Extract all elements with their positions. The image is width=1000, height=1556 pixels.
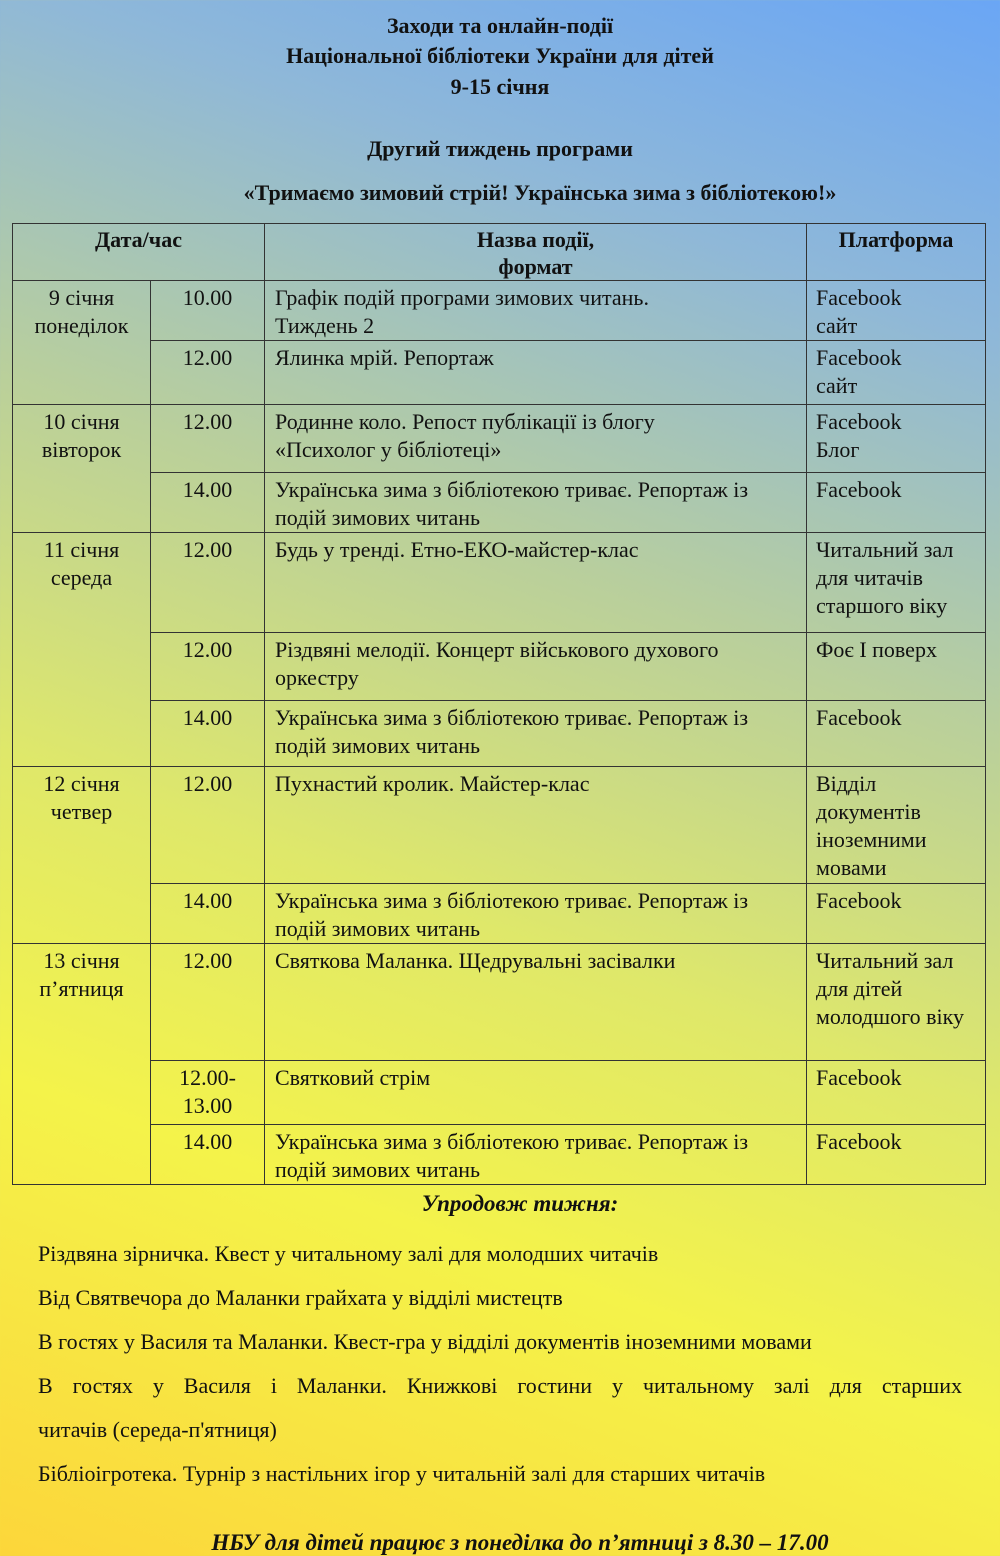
header-platform: Платформа	[807, 224, 986, 281]
week-item: Різдвяна зірничка. Квест у читальному залі для молодших читачів	[38, 1241, 659, 1266]
schedule-table	[12, 223, 986, 1185]
opening-hours-footer: НБУ для дітей працює з понеділка до п’ятниці з 8.30 – 17.00	[211, 1530, 829, 1555]
platform-cell: Відділ документів іноземними мовами	[807, 767, 986, 884]
table-row	[13, 405, 986, 473]
platform-cell: Facebook сайт	[807, 281, 986, 341]
day-cell: 13 січня п’ятниця	[13, 944, 151, 1185]
event-name-cell: Українська зима з бібліотекою триває. Репортаж із подій зимових читань	[265, 701, 807, 767]
time-cell: 12.00- 13.00	[151, 1061, 265, 1125]
time-cell: 12.00	[151, 341, 265, 405]
table-row	[13, 633, 986, 701]
platform-cell: Facebook	[807, 473, 986, 533]
table-row	[13, 944, 986, 1061]
title-dates: 9-15 січня	[450, 74, 550, 99]
program-title: «Тримаємо зимовий стрій! Українська зима з бібліотекою!»	[243, 180, 837, 205]
time-cell: 14.00	[151, 1125, 265, 1185]
platform-cell: Facebook сайт	[807, 341, 986, 405]
table-row	[13, 1061, 986, 1125]
week-item: Від Святвечора до Маланки грайхата у відділі мистецтв	[38, 1285, 563, 1310]
table-row	[13, 533, 986, 633]
time-cell: 14.00	[151, 701, 265, 767]
time-cell: 12.00	[151, 944, 265, 1061]
time-cell: 12.00	[151, 633, 265, 701]
day-cell: 9 січня понеділок	[13, 281, 151, 405]
table-row	[13, 281, 986, 341]
event-name-cell: Будь у тренді. Етно-ЕКО-майстер-клас	[265, 533, 807, 633]
week-item: В гостях у Василя і Маланки. Книжкові гостини у читальному залі для старших	[38, 1373, 962, 1398]
event-name-cell: Різдвяні мелодії. Концерт військового духового оркестру	[265, 633, 807, 701]
time-cell: 12.00	[151, 767, 265, 884]
table-row	[13, 341, 986, 405]
event-name-cell: Графік подій програми зимових читань. Тиждень 2	[265, 281, 807, 341]
table-row	[13, 701, 986, 767]
day-cell: 11 січня середа	[13, 533, 151, 767]
platform-cell: Facebook Блог	[807, 405, 986, 473]
event-name-cell: Святкова Маланка. Щедрувальні засівалки	[265, 944, 807, 1061]
day-cell: 10 січня вівторок	[13, 405, 151, 533]
header-event: Назва події, формат	[265, 224, 807, 281]
platform-cell: Facebook	[807, 701, 986, 767]
week-item: В гостях у Василя та Маланки. Квест-гра у відділі документів іноземними мовами	[38, 1329, 812, 1354]
time-cell: 12.00	[151, 405, 265, 473]
platform-cell: Читальний зал для дітей молодшого віку	[807, 944, 986, 1061]
event-name-cell: Українська зима з бібліотекою триває. Репортаж із подій зимових читань	[265, 884, 807, 944]
table-row	[13, 884, 986, 944]
week-heading: Упродовж тижня:	[421, 1191, 619, 1216]
time-cell: 14.00	[151, 884, 265, 944]
event-name-cell: Святковий стрім	[265, 1061, 807, 1125]
time-cell: 10.00	[151, 281, 265, 341]
week-item: читачів (середа-п'ятниця)	[38, 1417, 277, 1442]
table-row	[13, 767, 986, 884]
title-line-2: Національної бібліотеки України для дітей	[286, 43, 714, 68]
platform-cell: Читальний зал для читачів старшого віку	[807, 533, 986, 633]
week-title: Другий тиждень програми	[367, 136, 633, 161]
time-cell: 12.00	[151, 533, 265, 633]
title-line-1: Заходи та онлайн-події	[386, 13, 614, 38]
table-row	[13, 1125, 986, 1185]
event-name-cell: Українська зима з бібліотекою триває. Репортаж із подій зимових читань	[265, 1125, 807, 1185]
platform-cell: Фоє І поверх	[807, 633, 986, 701]
platform-cell: Facebook	[807, 884, 986, 944]
event-name-cell: Українська зима з бібліотекою триває. Репортаж із подій зимових читань	[265, 473, 807, 533]
platform-cell: Facebook	[807, 1125, 986, 1185]
platform-cell: Facebook	[807, 1061, 986, 1125]
day-cell: 12 січня четвер	[13, 767, 151, 944]
header-date: Дата/час	[13, 224, 265, 281]
event-name-cell: Родинне коло. Репост публікації із блогу «Психолог у бібліотеці»	[265, 405, 807, 473]
table-row	[13, 473, 986, 533]
time-cell: 14.00	[151, 473, 265, 533]
event-name-cell: Пухнастий кролик. Майстер-клас	[265, 767, 807, 884]
event-name-cell: Ялинка мрій. Репортаж	[265, 341, 807, 405]
week-item: Бібліоігротека. Турнір з настільних ігор у читальній залі для старших читачів	[38, 1461, 766, 1486]
